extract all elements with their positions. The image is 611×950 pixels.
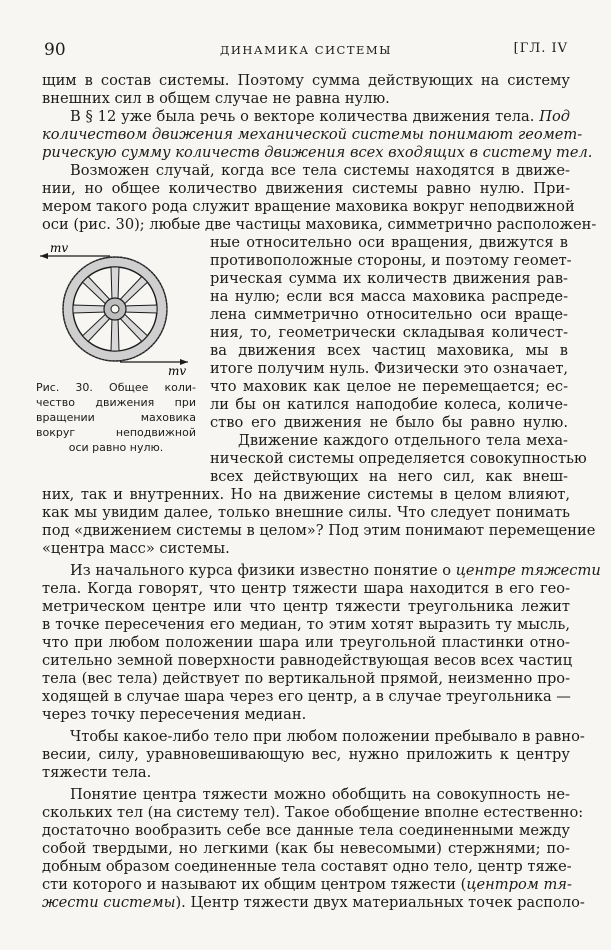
text-line: ния, то, геометрически складывая количест- [210,324,568,341]
italic-span: Под [539,108,570,125]
text-line: «центра масс» системы. [42,540,230,557]
text-line [42,108,570,126]
text-line: достаточно вообразить себе все данные тела соединенными между [42,822,570,839]
caption-line: оси равно нулю. [68,441,164,454]
text-line: в точке пересечения его медиан, то этим хотят выразить ту мысль, [42,616,570,633]
text-line: Возможен случай, когда все тела системы находятся в движе- [70,162,570,179]
text-line: как мы увидим далее, только внешние силы. Что следует понимать [42,504,570,521]
italic-span: центре тяжести [455,562,601,579]
text-line: скольких тел (на систему тел). Такое обобщение вполне естественно: [42,804,584,821]
label-mv-top: mv [50,242,69,255]
text-span: В § 12 уже была речь о векторе количества движения тела. [70,108,540,125]
label-mv-bottom: mv [168,364,187,377]
flywheel-illustration [40,242,190,377]
italic-span: центром тя- [466,876,572,893]
text-line [42,562,601,580]
figure-flywheel [40,242,190,377]
text-line: весии, силу, уравновешивающую вес, нужно приложить к центру [42,746,570,763]
caption-line: вращении маховика [36,411,196,424]
text-line: тела. Когда говорят, что центр тяжести шара находится в его гео- [42,580,570,597]
text-line: под «движением системы в целом»? Под этим понимают перемещение [42,522,596,539]
caption-line: Рис. 30. Общее коли- [36,381,196,394]
text-line [42,894,585,912]
chapter-label: [ГЛ. IV [513,41,568,56]
text-span: сти которого и называют их общим центром тяжести ( [42,876,467,893]
text-line [42,876,570,894]
arrowhead-left [40,253,48,259]
text-line: лена симметрично относительно оси враще- [210,306,568,323]
text-line: ство его движения не было бы равно нулю. [210,414,568,431]
text-line: ходящей в случае шара через его центр, а в случае треугольника — [42,688,571,705]
text-line: тяжести тела. [42,764,152,781]
text-line: мером такого рода служит вращение маховика вокруг неподвижной [42,198,575,215]
text-line: собой твердыми, но легкими (как бы невесомыми) стержнями; по- [42,840,570,857]
text-span: ). Центр тяжести двух материальных точек располо- [175,894,585,911]
text-line: через точку пересечения медиан. [42,706,307,723]
text-line: итоге получим нуль. Физически это означает, [210,360,569,377]
text-block-beside-figure [210,234,587,486]
text-line: нии, но общее количество движения системы равно нулю. При- [42,180,570,197]
page-number: 90 [44,40,66,60]
text-line: ва движения всех частиц маховика, мы в [210,342,568,359]
text-line: внешних сил в общем случае не равна нулю. [42,90,390,107]
text-line: всех действующих на него сил, как внеш- [210,468,568,485]
text-line: противоположные стороны, и поэтому геомет- [210,252,572,269]
text-line: сительно земной поверхности равнодействующая весов всех частиц [42,652,573,669]
caption-line: вокруг неподвижной [36,426,196,439]
text-line: что маховик как целое не перемещается; ес- [210,378,568,395]
text-line: Чтобы какое-либо тело при любом положении пребывало в равно- [70,728,585,745]
text-line: оси (рис. 30); любые две частицы маховика, симметрично расположен- [42,216,597,233]
flywheel [63,257,167,361]
running-title: ДИНАМИКА СИСТЕМЫ [220,43,392,57]
text-line: нической системы определяется совокупностью [210,450,587,467]
text-line: ные относительно оси вращения, движутся в [210,234,568,251]
text-line: метрическом центре или что центр тяжести треугольника лежит [42,598,570,615]
text-line: рическая сумма их количеств движения рав- [210,270,568,287]
italic-span: жести системы [42,894,176,911]
text-block-bottom [42,486,601,912]
figure-caption [36,380,196,455]
text-line: что при любом положении шара или треугольной пластинки отно- [42,634,570,651]
text-line: тела (вес тела) действует по вертикальной прямой, неизменно про- [42,670,570,687]
text-line: щим в состав системы. Поэтому сумма действующих на систему [42,72,570,89]
running-header [44,40,568,62]
text-line: на нулю; если вся масса маховика распреде- [210,288,568,305]
text-line: количеством движения механической системы понимают геомет- [42,126,583,143]
text-line: рическую сумму количеств движения всех входящих в систему тел. [42,144,593,161]
text-span: Из начального курса физики известно понятие о [70,562,456,579]
text-line: добным образом соединенные тела составят одно тело, центр тяже- [42,858,572,875]
text-line: них, так и внутренних. Но на движение системы в целом влияют, [42,486,570,503]
text-line: ли бы он катился наподобие колеса, количе- [210,396,568,413]
text-block-top [42,72,597,234]
text-line: Понятие центра тяжести можно обобщить на совокупность не- [70,786,570,803]
text-line: Движение каждого отдельного тела меха- [238,432,568,449]
caption-line: чество движения при [36,396,196,409]
